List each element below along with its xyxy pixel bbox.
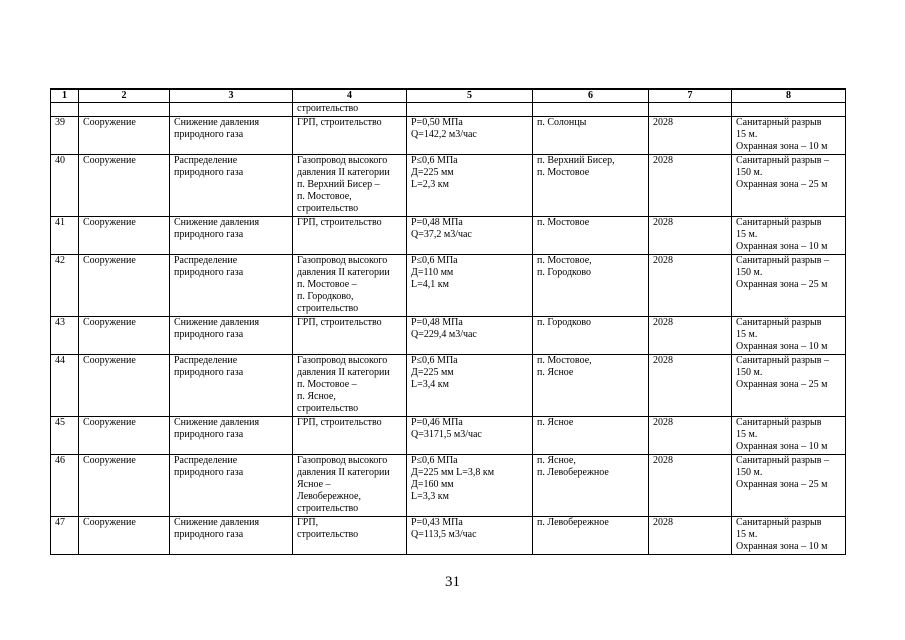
cell-num: 42 (51, 255, 79, 317)
params-line: Р≤0,6 МПа (411, 255, 458, 266)
purpose-line: природного газа (174, 467, 244, 478)
location-line: п. Городково (537, 267, 592, 278)
location-line: п. Левобережное (537, 517, 609, 528)
zones-line: 15 м. (736, 229, 758, 240)
cell-zones (732, 417, 846, 455)
cell-zones (732, 455, 846, 517)
cell-year: 2028 (649, 117, 732, 155)
zones-line: 150 м. (736, 367, 763, 378)
cell-object (293, 317, 407, 355)
params-line: Д=160 мм (411, 479, 454, 490)
object-line: строительство (297, 503, 359, 514)
purpose-line: Распределение (174, 355, 238, 366)
cell-params (407, 417, 533, 455)
zones-line: Охранная зона – 10 м (736, 441, 828, 452)
purpose-line: Снижение давления (174, 417, 260, 428)
cell-type (79, 103, 170, 117)
column-header-6: 6 (533, 89, 649, 103)
params-line: Q=142,2 м3/час (411, 129, 477, 140)
zones-line: 150 м. (736, 167, 763, 178)
cell-purpose (170, 217, 293, 255)
cell-purpose (170, 417, 293, 455)
header-row (51, 89, 846, 103)
zones-line: Санитарный разрыв – (736, 155, 829, 166)
params-line: Д=225 мм L=3,8 км (411, 467, 495, 478)
purpose-line: Распределение (174, 255, 238, 266)
params-line: Q=113,5 м3/час (411, 529, 477, 540)
zones-line: Охранная зона – 10 м (736, 541, 828, 552)
object-line: давления II категории (297, 367, 390, 378)
purpose-line: природного газа (174, 429, 244, 440)
object-line: строительство (297, 403, 359, 414)
params-line: L=4,1 км (411, 279, 449, 290)
cell-purpose (170, 517, 293, 555)
object-line: строительство (297, 529, 359, 540)
column-header-5: 5 (407, 89, 533, 103)
cell-object (293, 355, 407, 417)
cell-params (407, 217, 533, 255)
zones-line: Охранная зона – 25 м (736, 479, 828, 490)
cell-type: Сооружение (79, 317, 170, 355)
object-line: п. Мостовое – (297, 279, 357, 290)
purpose-line: природного газа (174, 529, 244, 540)
location-line: п. Мостовое (537, 217, 590, 228)
facilities-table (50, 88, 846, 555)
params-line: Р=0,43 МПа (411, 517, 463, 528)
page-number: 31 (445, 574, 460, 590)
params-line: L=3,4 км (411, 379, 449, 390)
params-line: Д=225 мм (411, 167, 454, 178)
object-line: Газопровод высокого (297, 155, 388, 166)
params-line: Р=0,48 МПа (411, 317, 463, 328)
zones-line: 150 м. (736, 467, 763, 478)
object-line: п. Городково, (297, 291, 354, 302)
zones-line: 150 м. (736, 267, 763, 278)
cell-location (533, 103, 649, 117)
column-header-1: 1 (51, 89, 79, 103)
column-header-4: 4 (293, 89, 407, 103)
object-line: строительство (297, 303, 359, 314)
cell-location (533, 417, 649, 455)
location-line: п. Мостовое, (537, 355, 592, 366)
purpose-line: природного газа (174, 329, 244, 340)
cell-num: 45 (51, 417, 79, 455)
cell-year: 2028 (649, 317, 732, 355)
purpose-line: природного газа (174, 229, 244, 240)
object-line: п. Верхний Бисер – (297, 179, 380, 190)
zones-line: Охранная зона – 10 м (736, 241, 828, 252)
purpose-line: Снижение давления (174, 117, 260, 128)
cell-year: 2028 (649, 255, 732, 317)
cell-zones (732, 217, 846, 255)
zones-line: Охранная зона – 10 м (736, 341, 828, 352)
cell-params (407, 355, 533, 417)
location-line: п. Ясное (537, 417, 574, 428)
zones-line: Санитарный разрыв (736, 417, 822, 428)
zones-line: Санитарный разрыв – (736, 255, 829, 266)
object-line: Газопровод высокого (297, 455, 388, 466)
cell-num: 44 (51, 355, 79, 417)
cell-year: 2028 (649, 217, 732, 255)
cell-num: 41 (51, 217, 79, 255)
object-line: п. Мостовое, (297, 191, 352, 202)
cell-year: 2028 (649, 455, 732, 517)
cell-num: 39 (51, 117, 79, 155)
params-line: L=2,3 км (411, 179, 449, 190)
cell-object (293, 255, 407, 317)
object-line: ГРП, строительство (297, 417, 382, 428)
cell-year (649, 103, 732, 117)
cell-location (533, 155, 649, 217)
purpose-line: Снижение давления (174, 217, 260, 228)
object-line: Левобережное, (297, 491, 361, 502)
location-line: п. Городково (537, 317, 592, 328)
cell-zones (732, 255, 846, 317)
cell-type: Сооружение (79, 455, 170, 517)
object-line: давления II категории (297, 267, 390, 278)
params-line: Р≤0,6 МПа (411, 155, 458, 166)
cell-params (407, 255, 533, 317)
cell-zones (732, 317, 846, 355)
column-header-3: 3 (170, 89, 293, 103)
cell-object (293, 417, 407, 455)
zones-line: Санитарный разрыв (736, 217, 822, 228)
purpose-line: природного газа (174, 367, 244, 378)
cell-purpose (170, 155, 293, 217)
object-line: Ясное – (297, 479, 331, 490)
cell-zones (732, 117, 846, 155)
cell-location (533, 255, 649, 317)
column-header-7: 7 (649, 89, 732, 103)
zones-line: Санитарный разрыв (736, 117, 822, 128)
params-line: Q=3171,5 м3/час (411, 429, 482, 440)
purpose-line: природного газа (174, 267, 244, 278)
cell-params (407, 155, 533, 217)
location-line: п. Мостовое (537, 167, 590, 178)
cell-zones (732, 155, 846, 217)
table-row (51, 317, 846, 355)
cell-purpose (170, 103, 293, 117)
cell-type: Сооружение (79, 217, 170, 255)
cell-num: 40 (51, 155, 79, 217)
cell-num (51, 103, 79, 117)
cell-zones (732, 517, 846, 555)
column-header-8: 8 (732, 89, 846, 103)
cell-year: 2028 (649, 155, 732, 217)
location-line: п. Солонцы (537, 117, 587, 128)
cell-type: Сооружение (79, 355, 170, 417)
object-line: Газопровод высокого (297, 355, 388, 366)
object-line: ГРП, (297, 517, 319, 528)
params-line: Р≤0,6 МПа (411, 355, 458, 366)
params-line: Q=229,4 м3/час (411, 329, 477, 340)
cell-type: Сооружение (79, 255, 170, 317)
column-header-2: 2 (79, 89, 170, 103)
cell-location (533, 117, 649, 155)
cell-type: Сооружение (79, 417, 170, 455)
cell-type: Сооружение (79, 117, 170, 155)
cell-object (293, 155, 407, 217)
cell-location (533, 517, 649, 555)
location-line: п. Верхний Бисер, (537, 155, 615, 166)
cell-zones (732, 103, 846, 117)
params-line: Р≤0,6 МПа (411, 455, 458, 466)
cell-object (293, 103, 407, 117)
table-row (51, 217, 846, 255)
zones-line: Санитарный разрыв (736, 317, 822, 328)
cell-location (533, 317, 649, 355)
object-line: ГРП, строительство (297, 317, 382, 328)
params-line: Q=37,2 м3/час (411, 229, 472, 240)
cell-location (533, 217, 649, 255)
purpose-line: Распределение (174, 155, 238, 166)
object-line: давления II категории (297, 467, 390, 478)
params-line: Р=0,48 МПа (411, 217, 463, 228)
cell-location (533, 455, 649, 517)
zones-line: Охранная зона – 25 м (736, 279, 828, 290)
cell-num: 43 (51, 317, 79, 355)
cell-params (407, 517, 533, 555)
zones-line: 15 м. (736, 529, 758, 540)
purpose-line: Распределение (174, 455, 238, 466)
table-row (51, 355, 846, 417)
object-line: давления II категории (297, 167, 390, 178)
params-line: Д=225 мм (411, 367, 454, 378)
object-line: п. Ясное, (297, 391, 336, 402)
cell-type: Сооружение (79, 155, 170, 217)
zones-line: Санитарный разрыв – (736, 455, 829, 466)
purpose-line: природного газа (174, 129, 244, 140)
params-line: Р=0,50 МПа (411, 117, 463, 128)
cell-type: Сооружение (79, 517, 170, 555)
cell-params (407, 117, 533, 155)
zones-line: Санитарный разрыв – (736, 355, 829, 366)
object-line: ГРП, строительство (297, 217, 382, 228)
cell-purpose (170, 355, 293, 417)
cell-object (293, 217, 407, 255)
cell-object (293, 517, 407, 555)
zones-line: 15 м. (736, 129, 758, 140)
cell-object (293, 455, 407, 517)
zones-line: Санитарный разрыв (736, 517, 822, 528)
zones-line: Охранная зона – 10 м (736, 141, 828, 152)
location-line: п. Ясное, (537, 455, 576, 466)
cell-purpose (170, 455, 293, 517)
purpose-line: Снижение давления (174, 317, 260, 328)
table-row (51, 155, 846, 217)
cell-purpose (170, 255, 293, 317)
object-line: ГРП, строительство (297, 117, 382, 128)
object-line: п. Мостовое – (297, 379, 357, 390)
zones-line: Охранная зона – 25 м (736, 179, 828, 190)
table-row (51, 117, 846, 155)
params-line: Р=0,46 МПа (411, 417, 463, 428)
zones-line: 15 м. (736, 429, 758, 440)
params-line: Д=110 мм (411, 267, 454, 278)
cell-params (407, 103, 533, 117)
table-row (51, 455, 846, 517)
table-row (51, 417, 846, 455)
purpose-line: Снижение давления (174, 517, 260, 528)
object-line: Газопровод высокого (297, 255, 388, 266)
continuation-row (51, 103, 846, 117)
table-row (51, 255, 846, 317)
location-line: п. Мостовое, (537, 255, 592, 266)
cell-year: 2028 (649, 517, 732, 555)
location-line: п. Левобережное (537, 467, 609, 478)
cell-zones (732, 355, 846, 417)
zones-line: Охранная зона – 25 м (736, 379, 828, 390)
location-line: п. Ясное (537, 367, 574, 378)
cell-purpose (170, 317, 293, 355)
object-line: строительство (297, 103, 359, 114)
params-line: L=3,3 км (411, 491, 449, 502)
cell-location (533, 355, 649, 417)
object-line: строительство (297, 203, 359, 214)
cell-params (407, 455, 533, 517)
cell-year: 2028 (649, 355, 732, 417)
cell-year: 2028 (649, 417, 732, 455)
cell-purpose (170, 117, 293, 155)
table-row (51, 517, 846, 555)
cell-params (407, 317, 533, 355)
cell-num: 46 (51, 455, 79, 517)
purpose-line: природного газа (174, 167, 244, 178)
cell-num: 47 (51, 517, 79, 555)
zones-line: 15 м. (736, 329, 758, 340)
cell-object (293, 117, 407, 155)
